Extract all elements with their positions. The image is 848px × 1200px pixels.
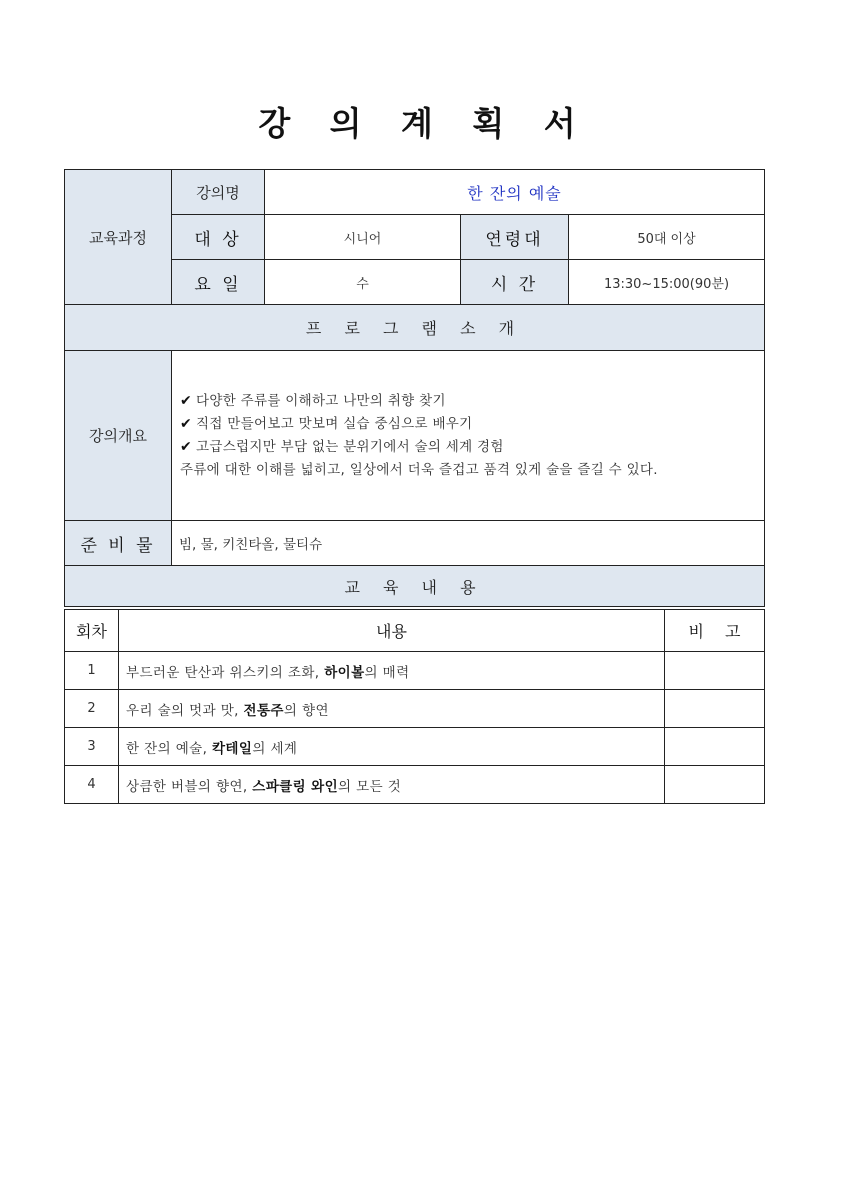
overview-point: ✔ 직접 만들어보고 맛보며 실습 중심으로 배우기: [180, 415, 473, 432]
course-name-label: 강의명: [172, 170, 265, 215]
session-note: [665, 728, 765, 766]
col-content-header: 내용: [119, 610, 665, 652]
table-row: [65, 728, 765, 766]
target-value: 시니어: [265, 215, 461, 260]
session-content: 우리 술의 멋과 맛, 전통주의 향연: [119, 690, 665, 728]
target-label: 대 상: [172, 215, 265, 260]
curriculum-table: [64, 609, 765, 804]
checkmark-icon: ✔: [180, 392, 193, 409]
course-name-value: 한 잔의 예술: [265, 170, 765, 215]
session-content: 상큼한 버블의 향연, 스파클링 와인의 모든 것: [119, 766, 665, 804]
session-note: [665, 766, 765, 804]
course-label: 교육과정: [65, 170, 172, 305]
session-number: 2: [65, 690, 119, 728]
time-label: 시 간: [461, 260, 569, 305]
day-value: 수: [265, 260, 461, 305]
overview-point: ✔ 다양한 주류를 이해하고 나만의 취향 찾기: [180, 392, 446, 409]
time-value: 13:30~15:00(90분): [569, 260, 765, 305]
prep-label: 준 비 물: [65, 521, 172, 566]
checkmark-icon: ✔: [180, 415, 193, 432]
age-value: 50대 이상: [569, 215, 765, 260]
session-number: 1: [65, 652, 119, 690]
program-intro-heading: 프 로 그 램 소 개: [65, 305, 765, 351]
overview-label: 강의개요: [65, 351, 172, 521]
session-note: [665, 652, 765, 690]
session-number: 4: [65, 766, 119, 804]
session-content: 한 잔의 예술, 칵테일의 세계: [119, 728, 665, 766]
session-number: 3: [65, 728, 119, 766]
session-note: [665, 690, 765, 728]
page-title: 강 의 계 획 서: [258, 104, 590, 143]
curriculum-heading: 교 육 내 용: [65, 566, 765, 607]
overview-content: [172, 351, 765, 521]
table-row: [65, 652, 765, 690]
table-row: [65, 766, 765, 804]
prep-value: 빔, 물, 키친타올, 물티슈: [172, 521, 765, 566]
age-label: 연령대: [461, 215, 569, 260]
session-content: 부드러운 탄산과 위스키의 조화, 하이볼의 매력: [119, 652, 665, 690]
day-label: 요 일: [172, 260, 265, 305]
overview-point: ✔ 고급스럽지만 부담 없는 분위기에서 술의 세계 경험: [180, 438, 504, 455]
col-session-header: 회차: [65, 610, 119, 652]
course-info-table: [64, 169, 765, 607]
checkmark-icon: ✔: [180, 438, 193, 455]
table-row: [65, 690, 765, 728]
col-note-header: 비 고: [665, 610, 765, 652]
overview-summary: 주류에 대한 이해를 넓히고, 일상에서 더욱 즐겁고 품격 있게 술을 즐길 수 있다.: [180, 461, 658, 478]
